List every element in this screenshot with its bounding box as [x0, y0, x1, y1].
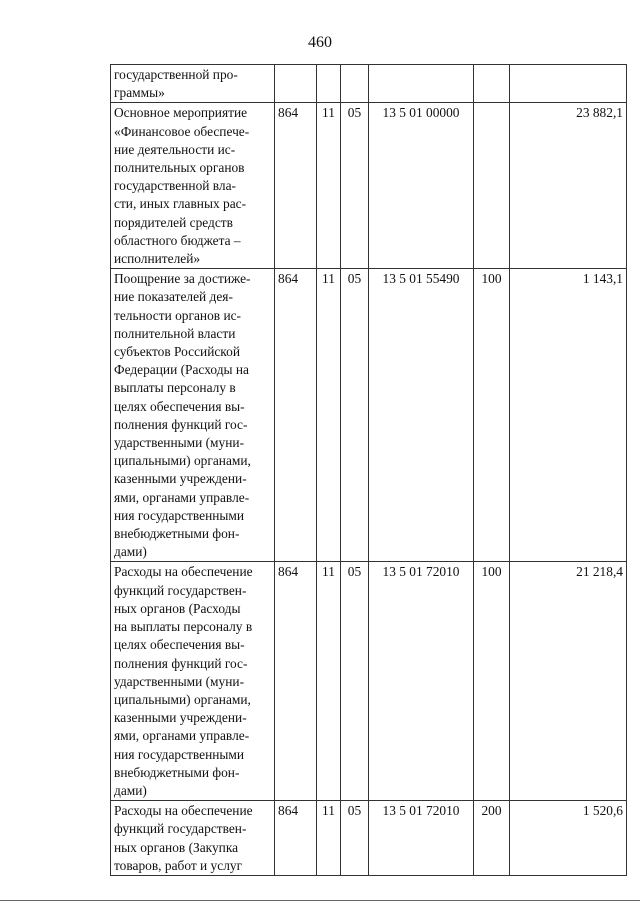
cell-subsection: 05: [341, 562, 369, 801]
table-row: [111, 65, 627, 103]
cell-target-article: 13 5 01 72010: [369, 801, 474, 876]
cell-amount: 1 143,1: [510, 269, 627, 562]
cell-expense-type: 100: [474, 562, 510, 801]
cell-section: 11: [317, 103, 341, 269]
cell-expense-type: [474, 103, 510, 269]
cell-name: Расходы на обеспечение функций государствен- ных органов (Закупка товаров, работ и услуг: [111, 801, 275, 876]
cell-grbs: 864: [275, 562, 317, 801]
cell-section: [317, 65, 341, 103]
cell-subsection: 05: [341, 801, 369, 876]
cell-section: 11: [317, 801, 341, 876]
cell-section: 11: [317, 269, 341, 562]
cell-name: Основное мероприятие «Финансовое обеспече- ние деятельности ис- полнительных органов государственной вла- сти, иных главных рас- порядителей средств областного бюджета – исполнителей»: [111, 103, 275, 269]
cell-target-article: [369, 65, 474, 103]
cell-target-article: 13 5 01 55490: [369, 269, 474, 562]
cell-name: Расходы на обеспечение функций государствен- ных органов (Расходы на выплаты персоналу в целях обеспечения вы- полнения функций гос- ударственными (муни- ципальными) органами, казенными учреждени- ями, органами управле- ния государственными внебюджетными фон- дами): [111, 562, 275, 801]
cell-subsection: [341, 65, 369, 103]
cell-amount: 23 882,1: [510, 103, 627, 269]
cell-expense-type: 100: [474, 269, 510, 562]
cell-amount: [510, 65, 627, 103]
table-row: [111, 103, 627, 269]
page-number: 460: [308, 34, 332, 51]
cell-name: Поощрение за достиже- ние показателей дея- тельности органов ис- полнительной власти субъектов Российской Федерации (Расходы на выплаты персоналу в целях обеспечения вы- полнения функций гос- ударственными (муни- ципальными) органами, казенными учреждени- ями, органами управле- ния государственными внебюджетными фон- дами): [111, 269, 275, 562]
table-row: [111, 801, 627, 876]
cell-grbs: 864: [275, 269, 317, 562]
page-bottom-rule: [0, 900, 640, 901]
cell-amount: 21 218,4: [510, 562, 627, 801]
cell-amount: 1 520,6: [510, 801, 627, 876]
cell-target-article: 13 5 01 72010: [369, 562, 474, 801]
cell-name: государственной про- граммы»: [111, 65, 275, 103]
cell-section: 11: [317, 562, 341, 801]
table-row: [111, 269, 627, 562]
cell-expense-type: [474, 65, 510, 103]
cell-target-article: 13 5 01 00000: [369, 103, 474, 269]
cell-subsection: 05: [341, 103, 369, 269]
budget-table: [110, 64, 627, 876]
cell-grbs: 864: [275, 801, 317, 876]
cell-grbs: [275, 65, 317, 103]
table-row: [111, 562, 627, 801]
cell-expense-type: 200: [474, 801, 510, 876]
cell-grbs: 864: [275, 103, 317, 269]
cell-subsection: 05: [341, 269, 369, 562]
